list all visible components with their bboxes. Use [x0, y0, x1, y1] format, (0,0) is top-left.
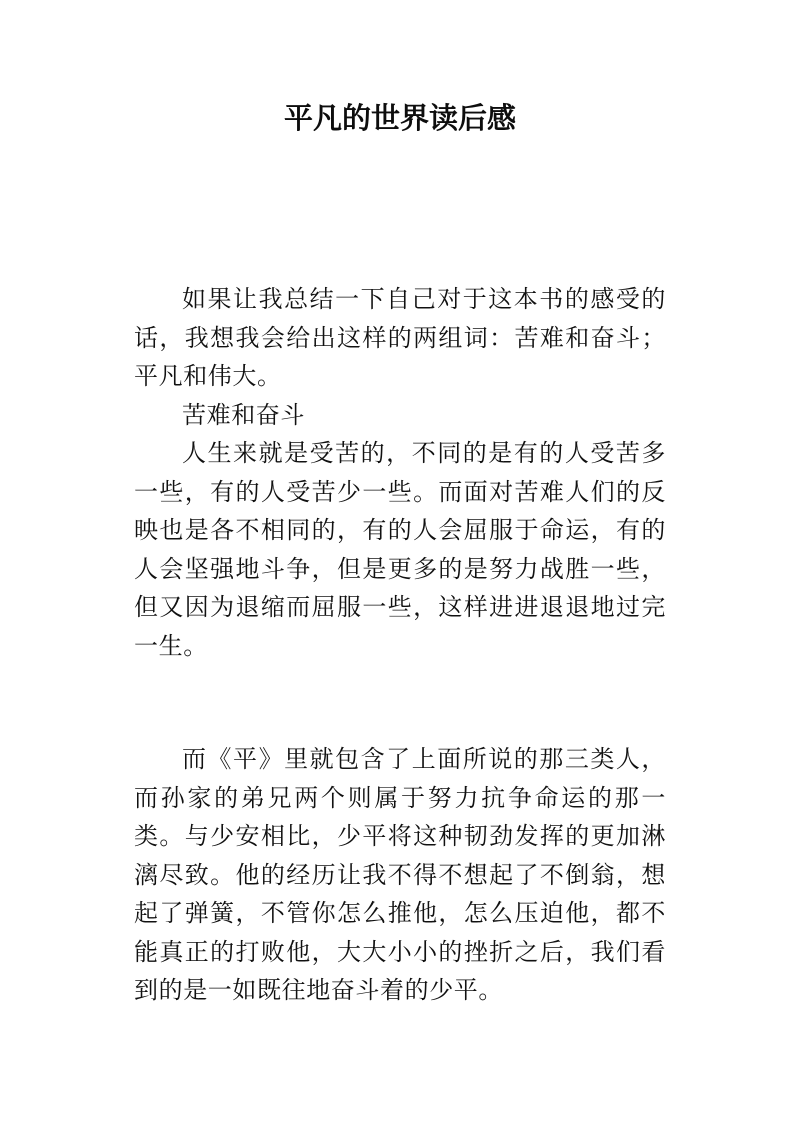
section-heading: 苦难和奋斗	[182, 400, 305, 429]
body-section-2	[134, 740, 666, 1010]
document-title: 平凡的世界读后感	[283, 101, 516, 135]
body-section-1	[134, 280, 666, 665]
paragraph-intro: 如果让我总结一下自己对于这本书的感受的话，我想我会给出这样的两组词：苦难和奋斗；平凡和伟大。	[134, 285, 666, 390]
paragraph-suffering: 人生来就是受苦的，不同的是有的人受苦多一些，有的人受苦少一些。而面对苦难人们的反映也是各不相同的，有的人会屈服于命运，有的人会坚强地斗争，但是更多的是努力战胜一些，但又因为退缩而屈服一些，这样进进退退地过完一生。	[134, 439, 666, 660]
paragraph-shaoping: 而《平》里就包含了上面所说的那三类人，而孙家的弟兄两个则属于努力抗争命运的那一类。与少安相比，少平将这种韧劲发挥的更加淋漓尽致。他的经历让我不得不想起了不倒翁，想起了弹簧，不管你怎么推他，怎么压迫他，都不能真正的打败他，大大小小的挫折之后，我们看到的是一如既往地奋斗着的少平。	[134, 745, 666, 1004]
